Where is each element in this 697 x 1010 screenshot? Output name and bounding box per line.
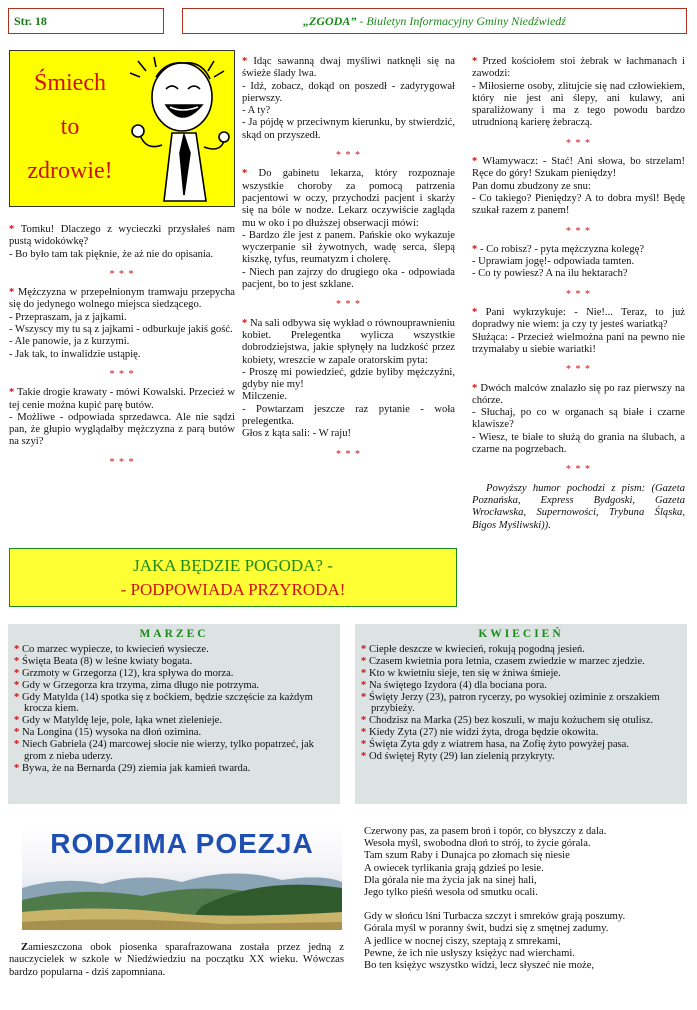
poem-line: A owiecek tyrlikania grają gdzieś po lesie. — [364, 862, 544, 874]
proverb-item — [14, 680, 334, 692]
proverb-text: Gdy w Matyldę leje, pole, łąka wnet zielenieje. — [21, 715, 222, 727]
joke-line: Milczenie. — [242, 391, 288, 403]
proverb-text: Święty Jerzy (23), patron rycerzy, po wysokiej oziminie z orszakiem przybieży. — [368, 691, 660, 715]
pogoda-line-1: JAKA BĘDZIE POGODA? - — [133, 556, 333, 575]
joke-line: - Niech pan zajrzy do drugiego oka - odpowiada pacjent, bo to jest szklane. — [242, 266, 455, 291]
proverb-text: Co marzec wypiecze, to kwiecień wysiecze. — [21, 643, 209, 655]
bullet-star-icon: * — [242, 168, 259, 180]
separator-stars: * * * — [566, 364, 591, 376]
bullet-star-icon: * — [242, 56, 254, 67]
poem-stanza-1 — [364, 826, 689, 899]
joke-text: Pani wykrzykuje: - Nie!... Teraz, to już dopradwy nie wiem: ja czy ty jesteś wariatką? — [472, 307, 685, 331]
poem-line: Tam szum Raby i Dunajca po złomach się niesie — [364, 850, 570, 862]
joke-line: - Co ty powiesz? A na ilu hektarach? — [472, 268, 628, 280]
marzec-box — [8, 624, 340, 804]
poem-line: Górala myśl w poranny świt, budzi się z smętnej zadumy. — [364, 923, 609, 935]
kwiecien-list — [361, 644, 681, 763]
proverb-text: Gdy Matylda (14) spotka się z boćkiem, będzie szczęście za każdym krocza kiem. — [21, 691, 313, 715]
poem-line: Wesoła myśl, swobodna dłoń to strój, to życie górala. — [364, 838, 591, 850]
joke-line: - A ty? — [242, 105, 271, 117]
proverb-text: Bywa, że na Bernarda (29) ziemia jak kamień twarda. — [21, 762, 251, 774]
poem — [364, 826, 689, 972]
joke-text: - Co robisz? - pyta mężczyzna kolegę? — [479, 243, 645, 255]
joke-line — [472, 244, 685, 256]
proverb-text: Czasem kwietnia pora letnia, czasem zwiedzie w marzec zjedzie. — [368, 655, 645, 667]
proverb-text: Gdy w Grzegorza kra trzyma, zima długo nie potrzyma. — [21, 679, 260, 691]
proverb-text: Niech Gabriela (24) marcowej słocie nie wierzy, tylko popatrzeć, jak grom z nieba uderzy. — [21, 739, 314, 763]
bullet-star-icon: * — [472, 56, 483, 67]
proverb-text: Kiedy Zyta (27) nie widzi żyta, droga będzie okowita. — [368, 727, 599, 739]
bullet-star-icon: * — [9, 387, 18, 399]
joke-text: Tomku! Dlaczego z wycieczki przysłałeś nam pustą widokówkę? — [9, 224, 235, 248]
proverb-item — [361, 644, 681, 656]
bullet-star-icon: * — [14, 667, 22, 679]
bullet-star-icon: * — [242, 317, 250, 329]
joke-line: - Bo było tam tak pięknie, że aż nie do opisania. — [9, 248, 214, 260]
marzec-list — [14, 644, 334, 775]
joke-text: Takie drogie krawaty - mówi Kowalski. Przecież w tej cenie można kupić parę butów. — [9, 387, 235, 411]
joke-line — [242, 56, 455, 81]
joke-text: Włamywacz: - Stać! Ani słowa, bo strzelam! Ręce do góry! Szukam pieniędzy! — [472, 156, 685, 180]
bullet-star-icon: * — [361, 643, 369, 655]
poem-stanza-2 — [364, 911, 689, 972]
joke-line: - Proszę mi powiedzieć, gdzie byliby mężczyźni, gdyby nie my! — [242, 366, 455, 391]
bullet-star-icon: * — [361, 655, 369, 667]
poem-line: Gdy w słońcu lśni Turbacza szczyt i smreków grają poszumy. — [364, 911, 626, 923]
jokes-column-3 — [472, 56, 685, 532]
newsletter-subtitle: - Biuletyn Informacyjny Gminy Niedźwiedź — [359, 13, 566, 28]
poem-line: Czerwony pas, za pasem broń i topór, co błyszczy z dala. — [364, 826, 607, 837]
poem-line: Bo ten księżyc wszystko widzi, lecz słyszeć nie może, — [364, 960, 595, 972]
proverb-text: Na świętego Izydora (4) dla bociana pora. — [368, 679, 547, 691]
joke-line — [9, 287, 235, 312]
separator-stars: * * * — [336, 448, 361, 460]
bullet-star-icon: * — [14, 715, 22, 727]
bullet-star-icon: * — [361, 667, 369, 679]
pogoda-line-2: - PODPOWIADA PRZYRODA! — [120, 580, 346, 599]
joke-line: - Miłosierne osoby, zlitujcie się nad człowiekiem, który nie jest ani ślepy, ani kulawy, ani sparaliżowany i ma z tego powodu bardzo utrudnioną karierę żebraczą. — [472, 80, 685, 129]
marzec-title: MARZEC — [139, 628, 209, 640]
proverb-item — [14, 644, 334, 656]
bullet-star-icon: * — [14, 727, 22, 739]
joke-line: - Co takiego? Pieniędzy? A to dobra myśl! Będę szukał razem z panem! — [472, 192, 685, 217]
proverb-item — [14, 739, 334, 763]
source-note: Powyższy humor pochodzi z pism: (Gazeta Poznańska, Express Bydgoski, Gazeta Wrocławska, Supernowości, Trybuna Śląska, Bigos Myśliwski)). — [472, 482, 685, 531]
bullet-star-icon: * — [361, 679, 369, 691]
kwiecien-title: KWIECIEŃ — [478, 628, 564, 640]
smiech-line-1: Śmiech — [34, 70, 106, 96]
proverb-item — [14, 692, 334, 716]
proverb-item — [361, 739, 681, 751]
joke-text: Do gabinetu lekarza, który rozpoznaje wszystkie choroby za pomocą patrzenia pacjentowi w oczy, przychodzi pacjent i skarży się na bóle w nodze. Lekarz oczywiście zagląda mu w oko i po dłuższej obserwacji mówi: — [242, 168, 455, 229]
bullet-star-icon: * — [472, 243, 480, 255]
separator-stars: * * * — [109, 368, 135, 380]
joke-line: - Idź, zobacz, dokąd on poszedł - zadyrygował pierwszy. — [242, 80, 455, 104]
joke-line — [242, 318, 455, 367]
bullet-star-icon: * — [361, 715, 369, 727]
joke-line — [472, 156, 685, 181]
separator-stars: * * * — [566, 225, 591, 237]
smiech-banner — [9, 50, 235, 207]
proverb-item — [361, 656, 681, 668]
bullet-star-icon: * — [361, 739, 369, 751]
proverb-item — [361, 715, 681, 727]
poem-line: Dla górala nie ma życia jak na sinej hali, — [364, 874, 537, 886]
bullet-star-icon: * — [361, 751, 369, 763]
poezja-title: RODZIMA POEZJA — [50, 828, 314, 859]
joke-line — [472, 383, 685, 408]
newsletter-name: „ZGODA” — [303, 13, 357, 28]
separator-stars: * * * — [336, 150, 361, 162]
joke-text: Przed kościołem stoi żebrak w łachmanach i zawodzi: — [472, 56, 685, 80]
joke-line — [242, 168, 455, 229]
joke-line: - Słuchaj, po co w organach są białe i czarne klawisze? — [472, 407, 685, 431]
joke-line: - Powtarzam jeszcze raz pytanie - woła prelegentka. — [242, 403, 455, 428]
poezja-image — [22, 826, 342, 930]
pogoda-banner — [9, 548, 457, 607]
proverb-item — [361, 727, 681, 739]
poem-line: A jedlice w nocnej ciszy, szeptają z smrekami, — [364, 935, 561, 947]
joke-line: Głos z kąta sali: - W raju! — [242, 428, 352, 440]
bullet-star-icon: * — [361, 727, 369, 739]
joke-line: - Bardzo źle jest z panem. Pańskie oko wykazuje wyczerpanie sił żywotnych, wadę serca, ślepą kiszkę, tyfus, reumatyzm i cholerę. — [242, 229, 455, 266]
proverb-item — [14, 763, 334, 775]
proverb-text: Kto w kwietniu sieje, ten się w żniwa śmieje. — [368, 667, 561, 679]
joke-line — [472, 307, 685, 332]
poezja-note-text: Zamieszczona obok piosenka sparafrazowana została przez jedną z nauczycielek w szkole w Niedźwiedziu na początku XX wieku. Wówczas bardzo popularna - dziś zapomniana. — [9, 942, 344, 978]
joke-text: Idąc sawanną dwaj myśliwi natknęli się na świeże ślady lwa. — [242, 56, 455, 80]
laughing-man-icon — [126, 55, 230, 203]
proverb-text: Święta Zyta gdy z wiatrem hasa, na Zofię żyto powyżej pasa. — [368, 739, 629, 751]
kwiecien-box — [355, 624, 687, 804]
separator-stars: * * * — [109, 456, 135, 468]
bullet-star-icon: * — [14, 655, 22, 667]
joke-text: Na sali odbywa się wykład o równouprawnieniu kobiet. Prelegentka wylicza wszystkie dobrodziejstwa, jakie spłynęły na ludzkość przez kobiety, wreszcie w zapale oratorskim pyta: — [242, 317, 455, 366]
joke-text: Dwóch malców znalazło się po raz pierwszy na chórze. — [472, 382, 685, 406]
bullet-star-icon: * — [14, 762, 22, 774]
proverb-item — [361, 668, 681, 680]
joke-line: - Uprawiam jogę!- odpowiada tamten. — [472, 256, 635, 268]
joke-line: - Ale panowie, ja z kurzymi. — [9, 336, 130, 348]
separator-stars: * * * — [336, 299, 361, 311]
smiech-line-2: to — [60, 114, 80, 140]
proverb-item — [361, 680, 681, 692]
joke-line: - Jak tak, to inwalidzie ustąpię. — [9, 348, 141, 360]
bullet-star-icon: * — [14, 739, 22, 751]
poem-line: Pewne, że ich nie usłyszy księżyc nad wierchami. — [364, 947, 575, 959]
joke-line: - Przepraszam, ja z jajkami. — [9, 311, 127, 323]
proverb-text: Na Longina (15) wysoka na dłoń ozimina. — [21, 727, 202, 739]
bullet-star-icon: * — [14, 643, 22, 655]
joke-text: Mężczyzna w przepełnionym tramwaju przepycha się do jedynego wolnego miejsca siedzącego. — [9, 287, 235, 311]
separator-stars: * * * — [109, 268, 135, 280]
proverb-text: Ciepłe deszcze w kwiecień, rokują pogodną jesień. — [368, 643, 585, 655]
proverb-item — [14, 715, 334, 727]
joke-line: - Wszyscy my tu są z jajkami - odburkuje jakiś gość. — [9, 324, 233, 336]
jokes-column-3-items — [472, 56, 685, 477]
bullet-star-icon: * — [9, 224, 21, 235]
separator-stars: * * * — [566, 288, 591, 300]
bullet-star-icon: * — [472, 307, 486, 319]
jokes-column-2 — [242, 56, 455, 467]
bullet-star-icon: * — [9, 287, 18, 299]
joke-line — [9, 387, 235, 412]
jokes-column-1 — [9, 224, 235, 475]
bullet-star-icon: * — [14, 691, 22, 703]
bullet-star-icon: * — [361, 691, 369, 703]
joke-line: - Ja pójdę w przeciwnym kierunku, by stwierdzić, skąd on przyszedł. — [242, 117, 455, 141]
proverb-item — [14, 656, 334, 668]
proverb-item — [361, 692, 681, 716]
joke-line: - Możliwe - odpowiada sprzedawca. Ale nie sądzi pan, że głupio wyglądałby mężczyzna z parą butów na szyi? — [9, 411, 235, 448]
joke-line — [9, 224, 235, 249]
bullet-star-icon: * — [472, 156, 483, 168]
proverb-text: Grzmoty w Grzegorza (12), kra spływa do morza. — [21, 667, 234, 679]
bullet-star-icon: * — [472, 382, 481, 394]
joke-line: Służąca: - Przecież wielmożna pani na pewno nie trzymałaby u siebie wariatki! — [472, 331, 685, 355]
separator-stars: * * * — [566, 137, 591, 149]
poem-line: Jego tylko pieśń wesoła od smutku ocali. — [364, 887, 538, 899]
proverb-text: Święta Beata (8) w leśne kwiaty bogata. — [21, 655, 193, 667]
proverb-item — [361, 751, 681, 763]
joke-line: Pan domu zbudzony ze snu: — [472, 180, 591, 192]
smiech-line-3: zdrowie! — [27, 158, 113, 184]
proverb-item — [14, 727, 334, 739]
newsletter-title — [182, 8, 687, 34]
separator-stars: * * * — [566, 464, 591, 476]
joke-line: - Wiesz, te białe to służą do grania na ślubach, a czarne na pogrzebach. — [472, 431, 685, 456]
joke-line — [472, 56, 685, 81]
poezja-note — [9, 942, 344, 979]
proverb-text: Od świętej Ryty (29) łan zielenią przykryty. — [368, 751, 555, 763]
page-number: Str. 18 — [8, 8, 164, 34]
proverb-item — [14, 668, 334, 680]
bullet-star-icon: * — [14, 679, 22, 691]
proverb-text: Chodzisz na Marka (25) bez koszuli, w maju kożuchem się otulisz. — [368, 715, 654, 727]
